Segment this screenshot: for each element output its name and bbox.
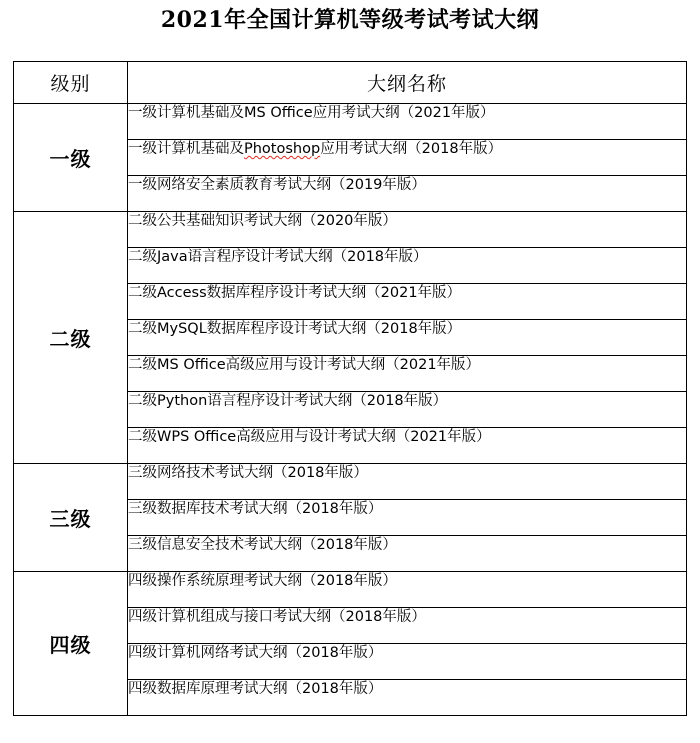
level-column-header: 级别 bbox=[14, 62, 128, 104]
outline-name-column-header: 大纲名称 bbox=[128, 62, 687, 104]
table-row bbox=[14, 212, 687, 248]
outline-name-cell: 二级Java语言程序设计考试大纲（2018年版） bbox=[128, 248, 687, 284]
outline-name-cell: 二级公共基础知识考试大纲（2020年版） bbox=[128, 212, 687, 248]
table-row bbox=[14, 572, 687, 608]
outline-name-cell: 二级MS Office高级应用与设计考试大纲（2021年版） bbox=[128, 356, 687, 392]
level-cell-2: 二级 bbox=[14, 212, 128, 464]
table-row bbox=[14, 104, 687, 140]
outline-name-cell: 二级Python语言程序设计考试大纲（2018年版） bbox=[128, 392, 687, 428]
level-cell-4: 四级 bbox=[14, 572, 128, 716]
exam-outline-table bbox=[13, 61, 687, 716]
outline-name-cell: 四级数据库原理考试大纲（2018年版） bbox=[128, 680, 687, 716]
outline-name-cell: 一级计算机基础及Photoshop应用考试大纲（2018年版） bbox=[128, 140, 687, 176]
document-title: 2021年全国计算机等级考试考试大纲 bbox=[160, 7, 540, 33]
outline-name-cell: 二级Access数据库程序设计考试大纲（2021年版） bbox=[128, 284, 687, 320]
spellcheck-underline: Photoshop bbox=[244, 141, 321, 157]
level-cell-3: 三级 bbox=[14, 464, 128, 572]
outline-name-cell: 四级操作系统原理考试大纲（2018年版） bbox=[128, 572, 687, 608]
outline-name-cell: 四级计算机组成与接口考试大纲（2018年版） bbox=[128, 608, 687, 644]
outline-name-cell: 二级WPS Office高级应用与设计考试大纲（2021年版） bbox=[128, 428, 687, 464]
outline-name-cell: 三级网络技术考试大纲（2018年版） bbox=[128, 464, 687, 500]
outline-name-cell: 四级计算机网络考试大纲（2018年版） bbox=[128, 644, 687, 680]
outline-name-cell: 一级计算机基础及MS Office应用考试大纲（2021年版） bbox=[128, 104, 687, 140]
outline-name-cell: 二级MySQL数据库程序设计考试大纲（2018年版） bbox=[128, 320, 687, 356]
header-row bbox=[14, 62, 687, 104]
table-row bbox=[14, 464, 687, 500]
outline-name-cell: 三级信息安全技术考试大纲（2018年版） bbox=[128, 536, 687, 572]
level-cell-1: 一级 bbox=[14, 104, 128, 212]
outline-name-cell: 三级数据库技术考试大纲（2018年版） bbox=[128, 500, 687, 536]
outline-name-cell: 一级网络安全素质教育考试大纲（2019年版） bbox=[128, 176, 687, 212]
